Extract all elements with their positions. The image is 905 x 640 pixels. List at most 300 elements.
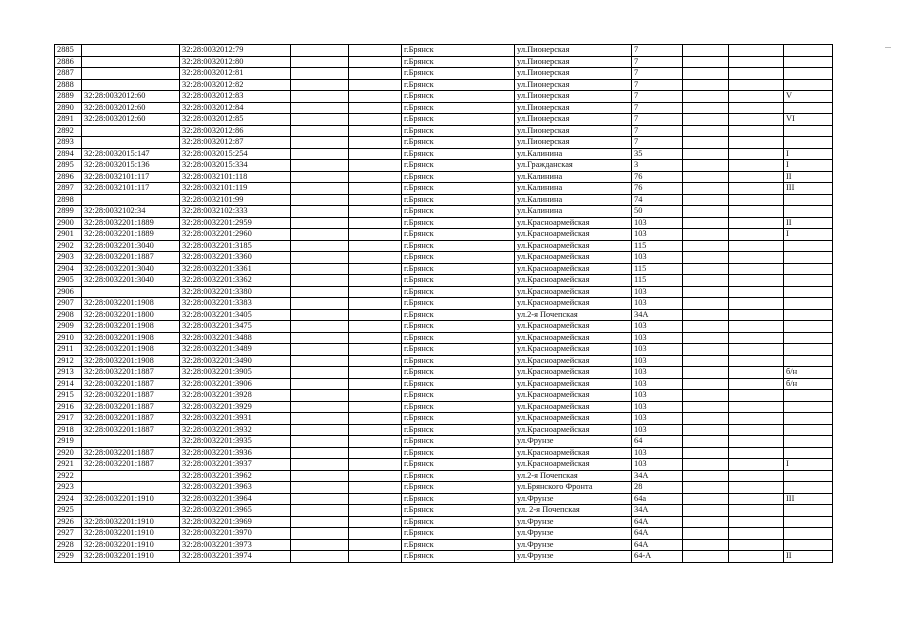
cell-street: ул.Красноармейская [515, 367, 632, 379]
cell-empty-col-a [291, 68, 349, 80]
cell-empty-col-b [349, 470, 402, 482]
table-row [55, 493, 833, 505]
cell-house-number: 103 [632, 332, 683, 344]
cell-row-number: 2895 [55, 160, 82, 172]
cell-cadastral-number: 32:28:0032101:118 [180, 171, 291, 183]
cell-cadastral-number: 32:28:0032201:2960 [180, 229, 291, 241]
cell-city: г.Брянск [402, 332, 515, 344]
cell-parent-cadastral-number [82, 56, 180, 68]
cell-empty-col-b [349, 378, 402, 390]
table-row [55, 298, 833, 310]
cell-house-number: 7 [632, 125, 683, 137]
cell-parent-cadastral-number: 32:28:0032201:3040 [82, 240, 180, 252]
cell-city: г.Брянск [402, 114, 515, 126]
cell-cadastral-number: 32:28:0032201:3973 [180, 539, 291, 551]
cell-cadastral-number: 32:28:0032012:86 [180, 125, 291, 137]
cell-empty-col-b [349, 401, 402, 413]
cell-empty-col-a [291, 424, 349, 436]
cell-parent-cadastral-number: 32:28:0032015:147 [82, 148, 180, 160]
cell-house-number: 50 [632, 206, 683, 218]
cell-cadastral-number: 32:28:0032201:3905 [180, 367, 291, 379]
cell-street: ул.Красноармейская [515, 424, 632, 436]
table-row [55, 390, 833, 402]
cell-parent-cadastral-number [82, 45, 180, 57]
cell-room-number: II [784, 551, 833, 563]
cell-street: ул.Гражданская [515, 160, 632, 172]
cell-empty-col-c [683, 539, 729, 551]
table-row [55, 309, 833, 321]
cell-row-number: 2908 [55, 309, 82, 321]
cell-empty-col-d [729, 482, 784, 494]
cell-empty-col-a [291, 217, 349, 229]
cell-room-number [784, 482, 833, 494]
cell-parent-cadastral-number: 32:28:0032201:1887 [82, 447, 180, 459]
cell-empty-col-b [349, 148, 402, 160]
cell-empty-col-a [291, 114, 349, 126]
cell-city: г.Брянск [402, 160, 515, 172]
cell-row-number: 2912 [55, 355, 82, 367]
cell-street: ул.Красноармейская [515, 275, 632, 287]
table-row [55, 355, 833, 367]
cell-row-number: 2906 [55, 286, 82, 298]
cell-room-number [784, 194, 833, 206]
cell-row-number: 2889 [55, 91, 82, 103]
table-row [55, 56, 833, 68]
cell-empty-col-a [291, 275, 349, 287]
cell-empty-col-c [683, 206, 729, 218]
cell-cadastral-number: 32:28:0032012:85 [180, 114, 291, 126]
cell-cadastral-number: 32:28:0032201:3383 [180, 298, 291, 310]
cell-row-number: 2887 [55, 68, 82, 80]
cell-empty-col-b [349, 482, 402, 494]
cell-room-number [784, 344, 833, 356]
cell-empty-col-a [291, 45, 349, 57]
cell-cadastral-number: 32:28:0032201:3380 [180, 286, 291, 298]
cell-empty-col-d [729, 194, 784, 206]
cell-house-number: 76 [632, 183, 683, 195]
cell-cadastral-number: 32:28:0032201:3475 [180, 321, 291, 333]
cell-city: г.Брянск [402, 206, 515, 218]
cell-empty-col-b [349, 91, 402, 103]
cell-room-number [784, 505, 833, 517]
table-row [55, 482, 833, 494]
cell-row-number: 2917 [55, 413, 82, 425]
table-row [55, 91, 833, 103]
cell-empty-col-c [683, 459, 729, 471]
cell-empty-col-d [729, 217, 784, 229]
cell-empty-col-b [349, 309, 402, 321]
cell-empty-col-d [729, 401, 784, 413]
cell-empty-col-d [729, 183, 784, 195]
cell-street: ул.Красноармейская [515, 344, 632, 356]
cell-row-number: 2910 [55, 332, 82, 344]
cell-room-number [784, 137, 833, 149]
cell-empty-col-a [291, 367, 349, 379]
cell-house-number: 103 [632, 344, 683, 356]
cell-empty-col-a [291, 79, 349, 91]
table-row [55, 148, 833, 160]
cell-street: ул.Пионерская [515, 137, 632, 149]
cell-parent-cadastral-number: 32:28:0032012:60 [82, 91, 180, 103]
table-row [55, 114, 833, 126]
cell-house-number: 7 [632, 68, 683, 80]
cell-street: ул.Красноармейская [515, 252, 632, 264]
cell-street: ул.2-я Почепская [515, 470, 632, 482]
cell-city: г.Брянск [402, 551, 515, 563]
cell-street: ул.Красноармейская [515, 263, 632, 275]
table-row [55, 413, 833, 425]
cell-parent-cadastral-number [82, 68, 180, 80]
cell-empty-col-c [683, 321, 729, 333]
cell-empty-col-d [729, 206, 784, 218]
table-row [55, 447, 833, 459]
cell-empty-col-b [349, 413, 402, 425]
cell-empty-col-a [291, 332, 349, 344]
cell-row-number: 2902 [55, 240, 82, 252]
cell-empty-col-d [729, 252, 784, 264]
cell-empty-col-a [291, 286, 349, 298]
cell-room-number: I [784, 459, 833, 471]
cell-empty-col-b [349, 505, 402, 517]
cell-empty-col-d [729, 493, 784, 505]
cell-city: г.Брянск [402, 91, 515, 103]
cell-cadastral-number: 32:28:0032201:3906 [180, 378, 291, 390]
cell-parent-cadastral-number: 32:28:0032201:1800 [82, 309, 180, 321]
cell-empty-col-a [291, 183, 349, 195]
cell-street: ул.Красноармейская [515, 229, 632, 241]
cell-empty-col-c [683, 390, 729, 402]
cell-room-number [784, 252, 833, 264]
table-row [55, 401, 833, 413]
cell-house-number: 103 [632, 217, 683, 229]
cell-parent-cadastral-number: 32:28:0032201:1908 [82, 344, 180, 356]
cell-row-number: 2918 [55, 424, 82, 436]
cell-parent-cadastral-number [82, 194, 180, 206]
cell-city: г.Брянск [402, 367, 515, 379]
cell-room-number [784, 332, 833, 344]
cell-empty-col-b [349, 263, 402, 275]
cell-empty-col-b [349, 102, 402, 114]
cell-empty-col-b [349, 79, 402, 91]
cell-room-number [784, 56, 833, 68]
cell-row-number: 2913 [55, 367, 82, 379]
cell-empty-col-d [729, 528, 784, 540]
cell-cadastral-number: 32:28:0032201:3362 [180, 275, 291, 287]
cell-city: г.Брянск [402, 275, 515, 287]
cell-empty-col-b [349, 114, 402, 126]
cell-empty-col-b [349, 275, 402, 287]
cell-house-number: 34А [632, 470, 683, 482]
cell-parent-cadastral-number: 32:28:0032201:1887 [82, 367, 180, 379]
cell-cadastral-number: 32:28:0032012:87 [180, 137, 291, 149]
cell-street: ул.Красноармейская [515, 332, 632, 344]
cell-cadastral-number: 32:28:0032201:2959 [180, 217, 291, 229]
cell-row-number: 2896 [55, 171, 82, 183]
cell-city: г.Брянск [402, 45, 515, 57]
cell-house-number: 7 [632, 79, 683, 91]
cell-street: ул.Красноармейская [515, 286, 632, 298]
cell-house-number: 74 [632, 194, 683, 206]
cell-parent-cadastral-number: 32:28:0032201:1908 [82, 332, 180, 344]
table-row [55, 68, 833, 80]
cell-cadastral-number: 32:28:0032201:3965 [180, 505, 291, 517]
cell-room-number [784, 286, 833, 298]
cell-empty-col-b [349, 459, 402, 471]
cell-house-number: 103 [632, 355, 683, 367]
cell-empty-col-b [349, 528, 402, 540]
cell-empty-col-a [291, 413, 349, 425]
table-row [55, 505, 833, 517]
cell-empty-col-c [683, 401, 729, 413]
table-row [55, 206, 833, 218]
cell-row-number: 2904 [55, 263, 82, 275]
cell-room-number [784, 447, 833, 459]
cell-city: г.Брянск [402, 286, 515, 298]
cell-empty-col-a [291, 482, 349, 494]
cell-city: г.Брянск [402, 240, 515, 252]
cell-empty-col-d [729, 344, 784, 356]
cell-room-number [784, 298, 833, 310]
cell-empty-col-c [683, 528, 729, 540]
cell-house-number: 64а [632, 493, 683, 505]
table-row [55, 367, 833, 379]
cell-parent-cadastral-number: 32:28:0032201:1887 [82, 424, 180, 436]
cell-city: г.Брянск [402, 148, 515, 160]
cell-cadastral-number: 32:28:0032201:3936 [180, 447, 291, 459]
cell-street: ул.Пионерская [515, 79, 632, 91]
cell-empty-col-c [683, 229, 729, 241]
cell-house-number: 103 [632, 447, 683, 459]
cell-parent-cadastral-number: 32:28:0032201:1910 [82, 551, 180, 563]
cell-empty-col-c [683, 125, 729, 137]
cell-city: г.Брянск [402, 183, 515, 195]
cell-empty-col-b [349, 390, 402, 402]
cell-parent-cadastral-number [82, 125, 180, 137]
cell-room-number [784, 125, 833, 137]
cell-empty-col-a [291, 194, 349, 206]
cell-city: г.Брянск [402, 401, 515, 413]
cell-city: г.Брянск [402, 459, 515, 471]
cell-street: ул.Красноармейская [515, 355, 632, 367]
cell-row-number: 2920 [55, 447, 82, 459]
cell-room-number [784, 401, 833, 413]
cell-city: г.Брянск [402, 447, 515, 459]
cell-empty-col-a [291, 459, 349, 471]
cell-room-number [784, 436, 833, 448]
cell-empty-col-c [683, 482, 729, 494]
cell-row-number: 2890 [55, 102, 82, 114]
table-row [55, 194, 833, 206]
cell-room-number: III [784, 493, 833, 505]
cell-street: ул.Фрунзе [515, 436, 632, 448]
cell-cadastral-number: 32:28:0032201:3490 [180, 355, 291, 367]
cell-row-number: 2893 [55, 137, 82, 149]
table-row [55, 470, 833, 482]
cell-empty-col-c [683, 332, 729, 344]
cell-city: г.Брянск [402, 194, 515, 206]
cell-empty-col-a [291, 539, 349, 551]
cell-empty-col-a [291, 137, 349, 149]
cell-row-number: 2894 [55, 148, 82, 160]
cell-cadastral-number: 32:28:0032201:3361 [180, 263, 291, 275]
cell-empty-col-b [349, 367, 402, 379]
cell-city: г.Брянск [402, 137, 515, 149]
cell-empty-col-a [291, 298, 349, 310]
cell-empty-col-d [729, 551, 784, 563]
table-row [55, 160, 833, 172]
cell-empty-col-d [729, 275, 784, 287]
cell-city: г.Брянск [402, 424, 515, 436]
cell-city: г.Брянск [402, 493, 515, 505]
cell-parent-cadastral-number: 32:28:0032201:1887 [82, 401, 180, 413]
cell-row-number: 2919 [55, 436, 82, 448]
cell-street: ул.Брянского Фронта [515, 482, 632, 494]
cell-house-number: 35 [632, 148, 683, 160]
cell-empty-col-c [683, 240, 729, 252]
cell-cadastral-number: 32:28:0032201:3963 [180, 482, 291, 494]
cell-empty-col-c [683, 298, 729, 310]
cell-empty-col-c [683, 424, 729, 436]
cell-house-number: 103 [632, 424, 683, 436]
cell-cadastral-number: 32:28:0032201:3931 [180, 413, 291, 425]
cell-empty-col-b [349, 298, 402, 310]
cell-street: ул.Фрунзе [515, 493, 632, 505]
cell-empty-col-b [349, 493, 402, 505]
records-table [54, 44, 833, 563]
cell-empty-col-d [729, 390, 784, 402]
cell-parent-cadastral-number [82, 137, 180, 149]
cell-empty-col-d [729, 148, 784, 160]
cell-cadastral-number: 32:28:0032201:3929 [180, 401, 291, 413]
table-row [55, 229, 833, 241]
cell-city: г.Брянск [402, 378, 515, 390]
cell-room-number [784, 240, 833, 252]
cell-row-number: 2909 [55, 321, 82, 333]
cell-empty-col-c [683, 493, 729, 505]
cell-cadastral-number: 32:28:0032101:99 [180, 194, 291, 206]
cell-row-number: 2916 [55, 401, 82, 413]
cell-street: ул.Пионерская [515, 45, 632, 57]
table-row [55, 45, 833, 57]
cell-room-number: V [784, 91, 833, 103]
cell-house-number: 103 [632, 252, 683, 264]
cell-cadastral-number: 32:28:0032015:334 [180, 160, 291, 172]
cell-row-number: 2911 [55, 344, 82, 356]
cell-empty-col-a [291, 206, 349, 218]
cell-empty-col-d [729, 309, 784, 321]
cell-row-number: 2914 [55, 378, 82, 390]
cell-empty-col-b [349, 229, 402, 241]
cell-parent-cadastral-number [82, 482, 180, 494]
cell-parent-cadastral-number: 32:28:0032201:1887 [82, 390, 180, 402]
cell-street: ул.Красноармейская [515, 459, 632, 471]
cell-street: ул.Пионерская [515, 114, 632, 126]
cell-street: ул.Калинина [515, 148, 632, 160]
cell-empty-col-a [291, 436, 349, 448]
cell-empty-col-a [291, 56, 349, 68]
cell-house-number: 103 [632, 286, 683, 298]
cell-empty-col-a [291, 148, 349, 160]
cell-empty-col-a [291, 516, 349, 528]
cell-parent-cadastral-number: 32:28:0032012:60 [82, 114, 180, 126]
table-row [55, 217, 833, 229]
cell-parent-cadastral-number: 32:28:0032201:1910 [82, 516, 180, 528]
cell-empty-col-c [683, 171, 729, 183]
cell-city: г.Брянск [402, 390, 515, 402]
cell-row-number: 2927 [55, 528, 82, 540]
cell-empty-col-d [729, 45, 784, 57]
cell-cadastral-number: 32:28:0032201:3405 [180, 309, 291, 321]
cell-row-number: 2898 [55, 194, 82, 206]
cell-cadastral-number: 32:28:0032201:3964 [180, 493, 291, 505]
cell-parent-cadastral-number: 32:28:0032201:1887 [82, 459, 180, 471]
cell-house-number: 7 [632, 102, 683, 114]
cell-city: г.Брянск [402, 321, 515, 333]
table-row [55, 286, 833, 298]
cell-empty-col-c [683, 56, 729, 68]
cell-empty-col-a [291, 551, 349, 563]
cell-room-number: I [784, 148, 833, 160]
cell-parent-cadastral-number: 32:28:0032201:1889 [82, 229, 180, 241]
cell-row-number: 2915 [55, 390, 82, 402]
cell-house-number: 115 [632, 263, 683, 275]
cell-room-number: б/н [784, 378, 833, 390]
cell-room-number: I [784, 160, 833, 172]
cell-empty-col-c [683, 263, 729, 275]
cell-empty-col-a [291, 160, 349, 172]
cell-room-number [784, 79, 833, 91]
cell-room-number [784, 102, 833, 114]
cell-cadastral-number: 32:28:0032201:3974 [180, 551, 291, 563]
cell-room-number [784, 263, 833, 275]
cell-street: ул.Красноармейская [515, 298, 632, 310]
table-row [55, 459, 833, 471]
cell-row-number: 2921 [55, 459, 82, 471]
cell-room-number: II [784, 217, 833, 229]
cell-empty-col-c [683, 505, 729, 517]
cell-empty-col-b [349, 125, 402, 137]
table-row [55, 252, 833, 264]
cell-row-number: 2897 [55, 183, 82, 195]
cell-empty-col-d [729, 160, 784, 172]
cell-empty-col-d [729, 286, 784, 298]
cell-empty-col-d [729, 470, 784, 482]
cell-empty-col-d [729, 171, 784, 183]
cell-parent-cadastral-number: 32:28:0032015:136 [82, 160, 180, 172]
cell-row-number: 2888 [55, 79, 82, 91]
cell-row-number: 2886 [55, 56, 82, 68]
cell-empty-col-d [729, 137, 784, 149]
cell-room-number [784, 275, 833, 287]
cell-house-number: 28 [632, 482, 683, 494]
table-row [55, 539, 833, 551]
cell-house-number: 34А [632, 309, 683, 321]
cell-city: г.Брянск [402, 413, 515, 425]
cell-empty-col-b [349, 160, 402, 172]
cell-empty-col-c [683, 447, 729, 459]
cell-empty-col-b [349, 240, 402, 252]
cell-empty-col-b [349, 551, 402, 563]
cell-cadastral-number: 32:28:0032015:254 [180, 148, 291, 160]
cell-empty-col-d [729, 56, 784, 68]
cell-room-number [784, 470, 833, 482]
cell-city: г.Брянск [402, 56, 515, 68]
cell-empty-col-c [683, 367, 729, 379]
cell-parent-cadastral-number: 32:28:0032201:3040 [82, 275, 180, 287]
table-row [55, 321, 833, 333]
cell-empty-col-c [683, 344, 729, 356]
cell-empty-col-b [349, 137, 402, 149]
